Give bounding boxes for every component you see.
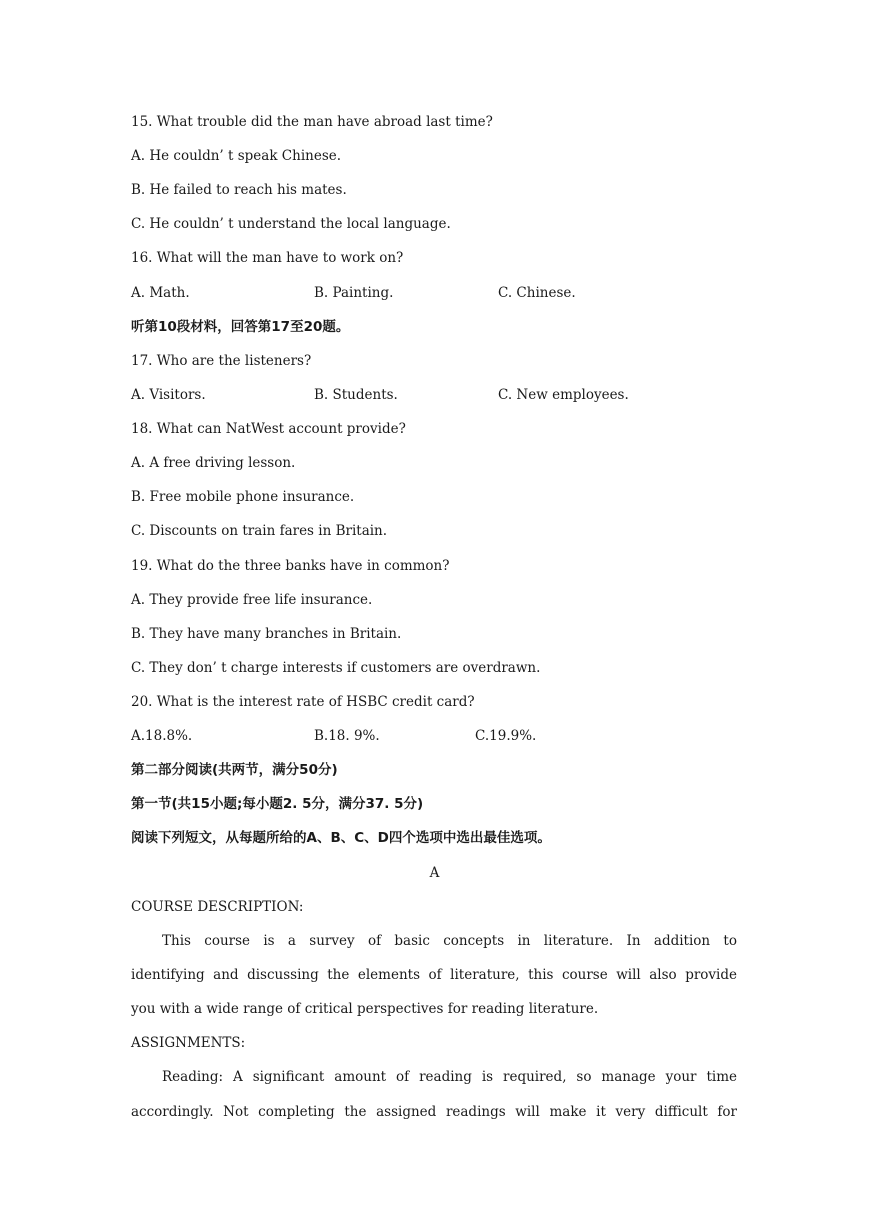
- question-20-option-a: A.18.8%.: [131, 728, 193, 744]
- assignments-line-2: accordingly. Not completing the assigned readings will make it very difficult for: [131, 1104, 737, 1120]
- question-20-option-c: C.19.9%.: [475, 728, 537, 744]
- question-18-option-b: B. Free mobile phone insurance.: [131, 489, 355, 505]
- question-15-stem: 15. What trouble did the man have abroad last time?: [131, 114, 493, 130]
- assignments-heading: ASSIGNMENTS:: [131, 1035, 246, 1051]
- question-17-stem: 17. Who are the listeners?: [131, 353, 312, 369]
- question-18-stem: 18. What can NatWest account provide?: [131, 421, 406, 437]
- question-16-stem: 16. What will the man have to work on?: [131, 250, 404, 266]
- passage-label: A: [429, 865, 440, 881]
- part-2-section-1-heading: 第一节(共15小题;每小题2. 5分，满分37. 5分): [131, 796, 424, 812]
- question-18-option-a: A. A free driving lesson.: [131, 455, 296, 471]
- course-description-line-1: This course is a survey of basic concepts in literature. In addition to: [162, 933, 737, 949]
- course-description-line-3: you with a wide range of critical perspectives for reading literature.: [131, 1001, 599, 1017]
- question-19-option-c: C. They don’ t charge interests if customers are overdrawn.: [131, 660, 541, 676]
- question-16-option-c: C. Chinese.: [498, 285, 576, 301]
- course-description-heading: COURSE DESCRIPTION:: [131, 899, 304, 915]
- course-description-line-2: identifying and discussing the elements of literature, this course will also provide: [131, 967, 737, 983]
- question-15-option-b: B. He failed to reach his mates.: [131, 182, 347, 198]
- question-16-option-b: B. Painting.: [314, 285, 394, 301]
- question-19-stem: 19. What do the three banks have in common?: [131, 558, 450, 574]
- question-20-option-b: B.18. 9%.: [314, 728, 380, 744]
- part-2-instruction: 阅读下列短文，从每题所给的A、B、C、D四个选项中选出最佳选项。: [131, 830, 551, 846]
- question-15-option-c: C. He couldn’ t understand the local language.: [131, 216, 451, 232]
- question-17-option-a: A. Visitors.: [131, 387, 206, 403]
- question-15-option-a: A. He couldn’ t speak Chinese.: [131, 148, 342, 164]
- part-2-heading: 第二部分阅读(共两节，满分50分): [131, 762, 338, 778]
- question-18-option-c: C. Discounts on train fares in Britain.: [131, 523, 388, 539]
- section-10-heading: 听第10段材料，回答第17至20题。: [131, 319, 350, 335]
- question-20-stem: 20. What is the interest rate of HSBC credit card?: [131, 694, 475, 710]
- question-16-option-a: A. Math.: [131, 285, 190, 301]
- question-17-option-c: C. New employees.: [498, 387, 629, 403]
- question-19-option-b: B. They have many branches in Britain.: [131, 626, 402, 642]
- question-19-option-a: A. They provide free life insurance.: [131, 592, 373, 608]
- question-17-option-b: B. Students.: [314, 387, 398, 403]
- assignments-line-1: Reading: A significant amount of reading is required, so manage your time: [162, 1069, 737, 1085]
